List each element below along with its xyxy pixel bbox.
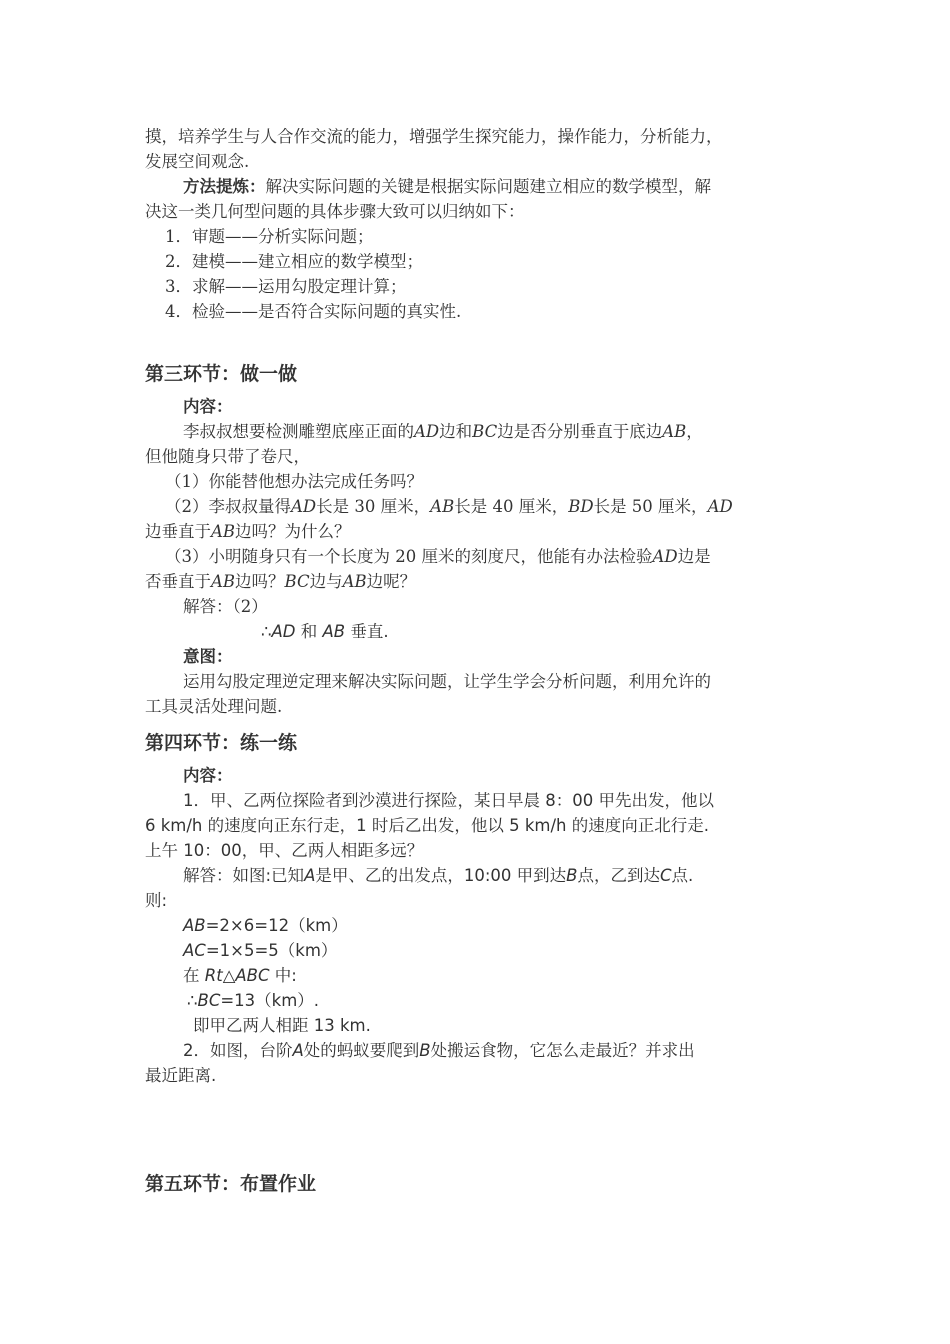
section3-title: 第三环节：做一做 — [145, 363, 298, 385]
text: 边与 — [309, 572, 343, 591]
text: 在 — [183, 966, 200, 985]
text: 点. — [671, 866, 694, 885]
var-B: B — [566, 866, 578, 885]
text: =2×6=12（km） — [205, 916, 348, 935]
text: 和 — [300, 622, 318, 641]
text: 长是 40 厘米， — [454, 497, 569, 516]
section4-p4 — [145, 1038, 805, 1063]
var-AB: AB — [183, 916, 206, 935]
var-AD: AD — [291, 497, 317, 516]
section3-q1: （1）你能替他想办法完成任务吗？ — [165, 472, 423, 491]
therefore-symbol: ∴ — [187, 991, 198, 1010]
section4-p4-cont: 最近距离. — [145, 1066, 217, 1085]
text: （3）小明随身只有一个长度为 20 厘米的刻度尺，他能有办法检验 — [165, 547, 653, 566]
section4-eq4 — [145, 988, 805, 1013]
text: 长是 50 厘米， — [593, 497, 708, 516]
document-page — [145, 124, 805, 1197]
section3-q3 — [145, 544, 805, 569]
method-label: 方法提炼： — [183, 177, 266, 196]
text: 解答：如图:已知 — [183, 866, 305, 885]
intro-line-2: 发展空间观念. — [145, 152, 250, 171]
method-text-1: 解决实际问题的关键是根据实际问题建立相应的数学模型，解 — [265, 177, 711, 196]
var-BC: BC — [472, 422, 498, 441]
var-AD: AD — [271, 622, 296, 641]
var-AB: AB — [322, 622, 346, 641]
section4-p1: 1．甲、乙两位探险者到沙漠进行探险，某日早晨 8：00 甲先出发，他以 — [183, 791, 714, 810]
section3-q3-cont — [145, 569, 805, 594]
text: 边吗？为什么？ — [235, 522, 351, 541]
var-AC: AC — [183, 941, 206, 960]
therefore-symbol: ∴ — [261, 622, 272, 641]
text: 2．如图，台阶 — [183, 1041, 293, 1060]
text: 边是否分别垂直于底边 — [497, 422, 663, 441]
text: 边呢？ — [366, 572, 417, 591]
text: 处的蚂蚁要爬到 — [303, 1041, 420, 1060]
section3-intent-label: 意图： — [183, 647, 233, 666]
text: =13（km）. — [220, 991, 320, 1010]
var-B: B — [419, 1041, 431, 1060]
text: 中: — [274, 966, 297, 985]
var-AB: AB — [211, 522, 236, 541]
section4-p3: 上午 10：00，甲、乙两人相距多远？ — [145, 841, 424, 860]
var-BC: BC — [284, 572, 310, 591]
section3-content-label: 内容： — [183, 397, 233, 416]
text: 处搬运食物，它怎么走最近？并求出 — [430, 1041, 695, 1060]
section4-content-label: 内容： — [183, 766, 233, 785]
text: 边垂直于 — [145, 522, 211, 541]
var-BC: BC — [197, 991, 221, 1010]
method-step: 4．检验——是否符合实际问题的真实性. — [165, 302, 462, 321]
section4-eq1 — [145, 913, 805, 938]
text: 边是 — [677, 547, 711, 566]
text: =1×5=5（km） — [205, 941, 338, 960]
var-BD: BD — [568, 497, 594, 516]
var-AD: AD — [707, 497, 733, 516]
method-step: 3．求解——运用勾股定理计算； — [165, 277, 407, 296]
section5-title: 第五环节：布置作业 — [145, 1173, 317, 1195]
text: 点，乙到达 — [577, 866, 660, 885]
text: 边和 — [439, 422, 473, 441]
var-A: A — [292, 1041, 304, 1060]
var-AB: AB — [211, 572, 236, 591]
section3-conclusion — [145, 619, 805, 644]
section4-eq3 — [145, 963, 805, 988]
method-step: 1．审题——分析实际问题； — [165, 227, 374, 246]
intro-line-1: 摸，培养学生与人合作交流的能力，增强学生探究能力，操作能力，分析能力， — [145, 127, 723, 146]
var-AB: AB — [662, 422, 687, 441]
section4-p2: 6 km/h 的速度向正东行走，1 时后乙出发，他以 5 km/h 的速度向正北行走. — [145, 816, 709, 835]
section4-answer — [145, 863, 805, 888]
text: 长是 30 厘米， — [316, 497, 431, 516]
method-text-2: 决这一类几何型问题的具体步骤大致可以归纳如下： — [145, 202, 525, 221]
text: 垂直. — [350, 622, 389, 641]
section3-p1 — [145, 419, 805, 444]
section4-then: 则: — [145, 891, 168, 910]
text: 李叔叔想要检测雕塑底座正面的 — [183, 422, 414, 441]
text: 边吗？ — [235, 572, 285, 591]
text: 否垂直于 — [145, 572, 211, 591]
var-ABC: ABC — [235, 966, 270, 985]
var-AB: AB — [342, 572, 367, 591]
var-AD: AD — [414, 422, 440, 441]
var-AD: AD — [652, 547, 678, 566]
triangle-symbol: △ — [222, 966, 236, 985]
text: （2）李叔叔量得 — [165, 497, 291, 516]
var-Rt: Rt — [204, 966, 223, 985]
text: ， — [686, 422, 703, 441]
section3-q2 — [145, 494, 805, 519]
section3-q2-cont — [145, 519, 805, 544]
text: 是甲、乙的出发点，10:00 甲到达 — [315, 866, 567, 885]
section3-intent-1: 运用勾股定理逆定理来解决实际问题，让学生学会分析问题，利用允许的 — [183, 672, 711, 691]
section3-p1e: 但他随身只带了卷尺， — [145, 447, 310, 466]
var-C: C — [659, 866, 672, 885]
section3-intent-2: 工具灵活处理问题. — [145, 697, 283, 716]
section4-eq5: 即甲乙两人相距 13 km. — [193, 1016, 371, 1035]
section4-eq2 — [145, 938, 805, 963]
method-paragraph — [145, 174, 805, 199]
method-step: 2．建模——建立相应的数学模型； — [165, 252, 423, 271]
var-A: A — [304, 866, 316, 885]
section4-title: 第四环节：练一练 — [145, 732, 298, 754]
var-AB: AB — [430, 497, 455, 516]
section3-answer: 解答：（2） — [183, 597, 268, 616]
